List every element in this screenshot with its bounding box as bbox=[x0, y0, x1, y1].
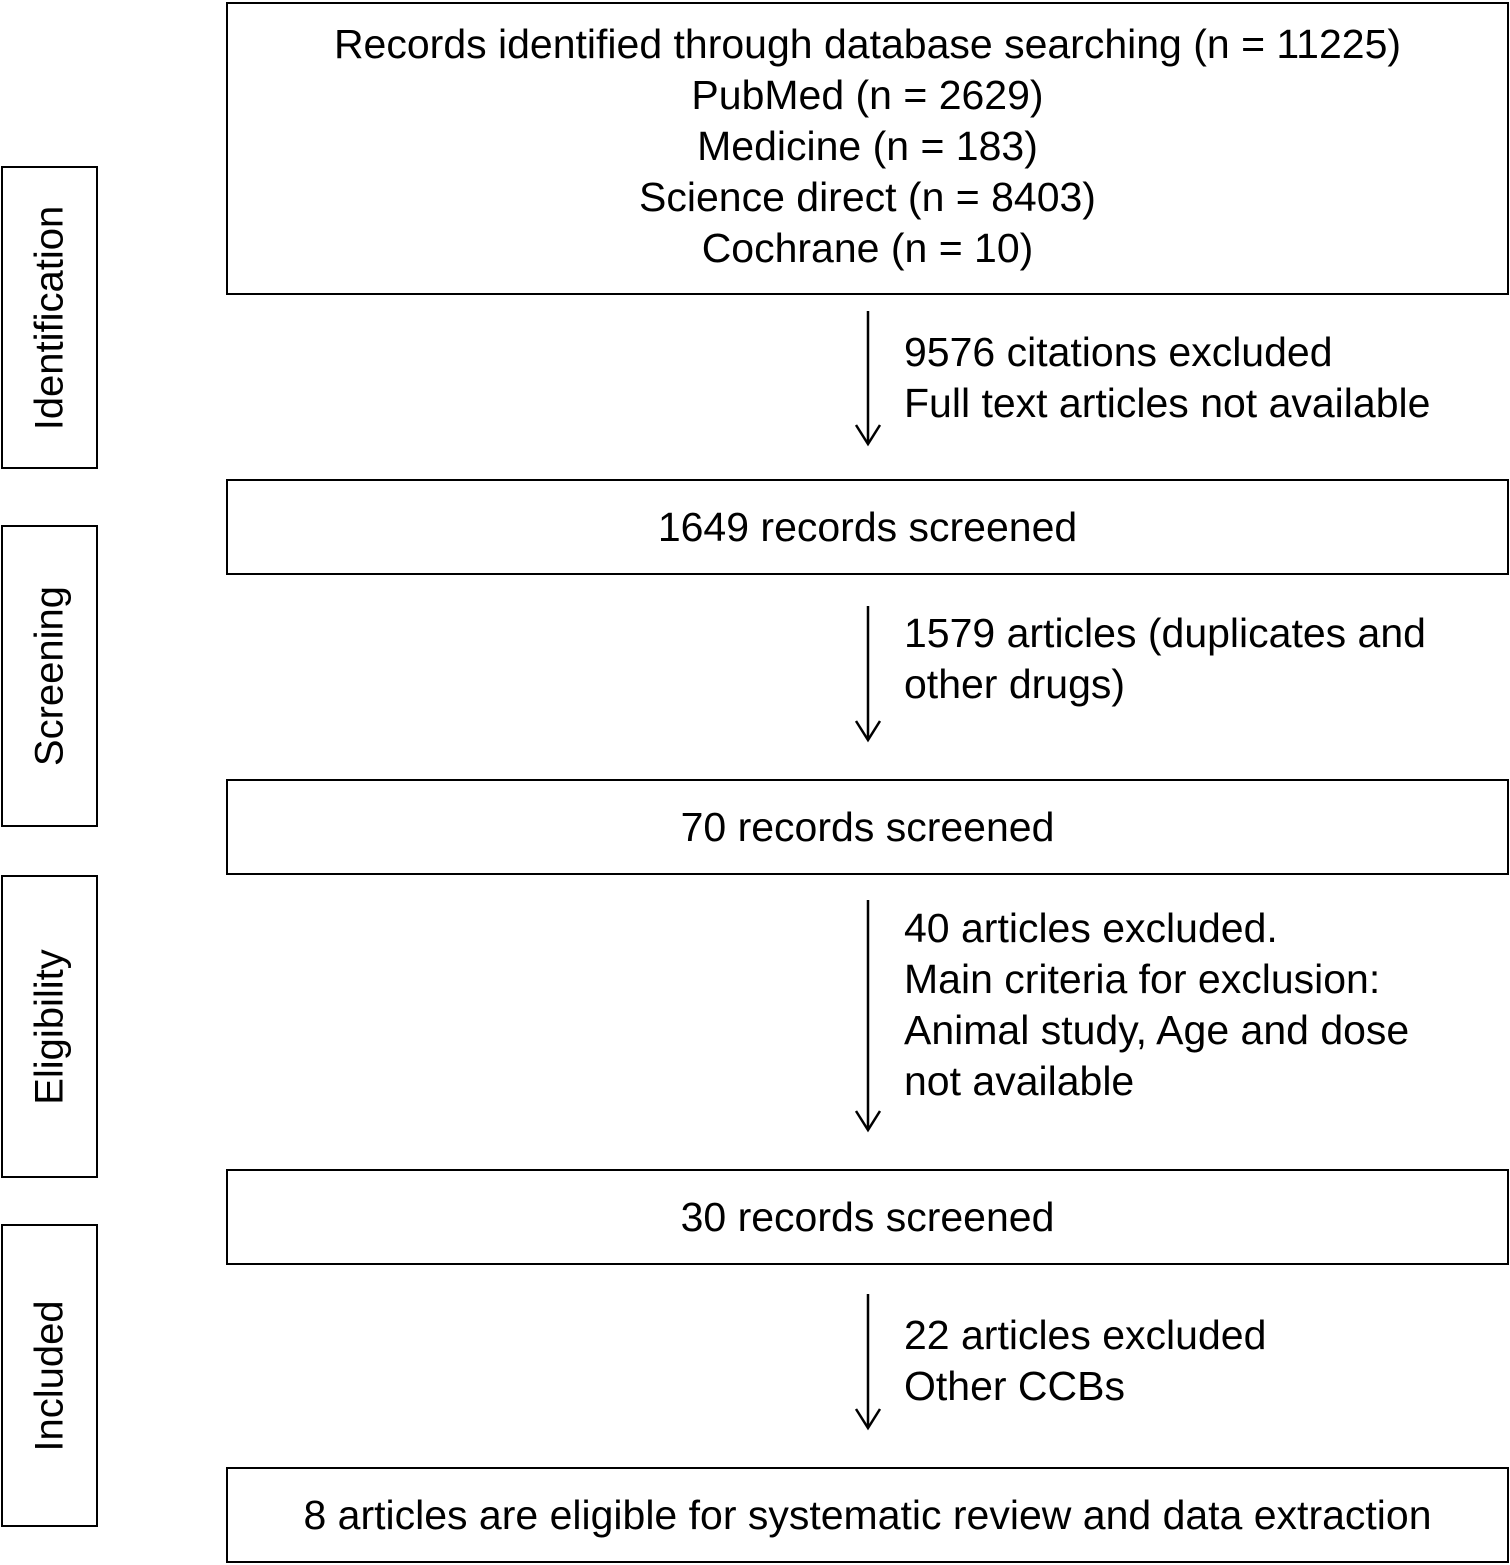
records-identified-line-5: Cochrane (n = 10) bbox=[701, 225, 1034, 271]
exclusion-note-2-line-1: 1579 articles (duplicates and bbox=[904, 610, 1426, 656]
exclusion-note-4-line-1: 22 articles excluded bbox=[904, 1312, 1267, 1358]
exclusion-note-3 bbox=[904, 903, 1409, 1107]
exclusion-note-4-line-2: Other CCBs bbox=[904, 1363, 1125, 1409]
records-screened-30-text: 30 records screened bbox=[680, 1193, 1055, 1240]
exclusion-note-3-line-4: not available bbox=[904, 1058, 1135, 1104]
exclusion-note-1-line-2: Full text articles not available bbox=[904, 380, 1431, 426]
records-identified-line-1: Records identified through database searching (n = 11225) bbox=[333, 21, 1402, 67]
exclusion-note-1-line-1: 9576 citations excluded bbox=[904, 329, 1333, 375]
records-identified-line-2: PubMed (n = 2629) bbox=[691, 72, 1044, 118]
stage-included-label: Included bbox=[27, 1299, 71, 1452]
eligible-articles-text: 8 articles are eligible for systematic review and data extraction bbox=[303, 1491, 1432, 1538]
exclusion-note-2-line-2: other drugs) bbox=[904, 661, 1126, 707]
stage-identification-label: Identification bbox=[27, 205, 71, 430]
exclusion-note-3-line-2: Main criteria for exclusion: bbox=[904, 956, 1381, 1002]
stage-eligibility-label: Eligibility bbox=[27, 948, 71, 1105]
stage-screening-label: Screening bbox=[27, 585, 71, 767]
exclusion-note-4 bbox=[904, 1310, 1266, 1412]
exclusion-note-3-line-3: Animal study, Age and dose bbox=[904, 1007, 1410, 1053]
records-screened-70-text: 70 records screened bbox=[680, 803, 1055, 850]
exclusion-note-2 bbox=[904, 608, 1426, 710]
records-identified-line-3: Medicine (n = 183) bbox=[697, 123, 1038, 169]
exclusion-note-3-line-1: 40 articles excluded. bbox=[904, 905, 1278, 951]
records-screened-1649-text: 1649 records screened bbox=[657, 503, 1078, 550]
exclusion-note-1 bbox=[904, 327, 1430, 429]
records-identified-line-4: Science direct (n = 8403) bbox=[639, 174, 1096, 220]
